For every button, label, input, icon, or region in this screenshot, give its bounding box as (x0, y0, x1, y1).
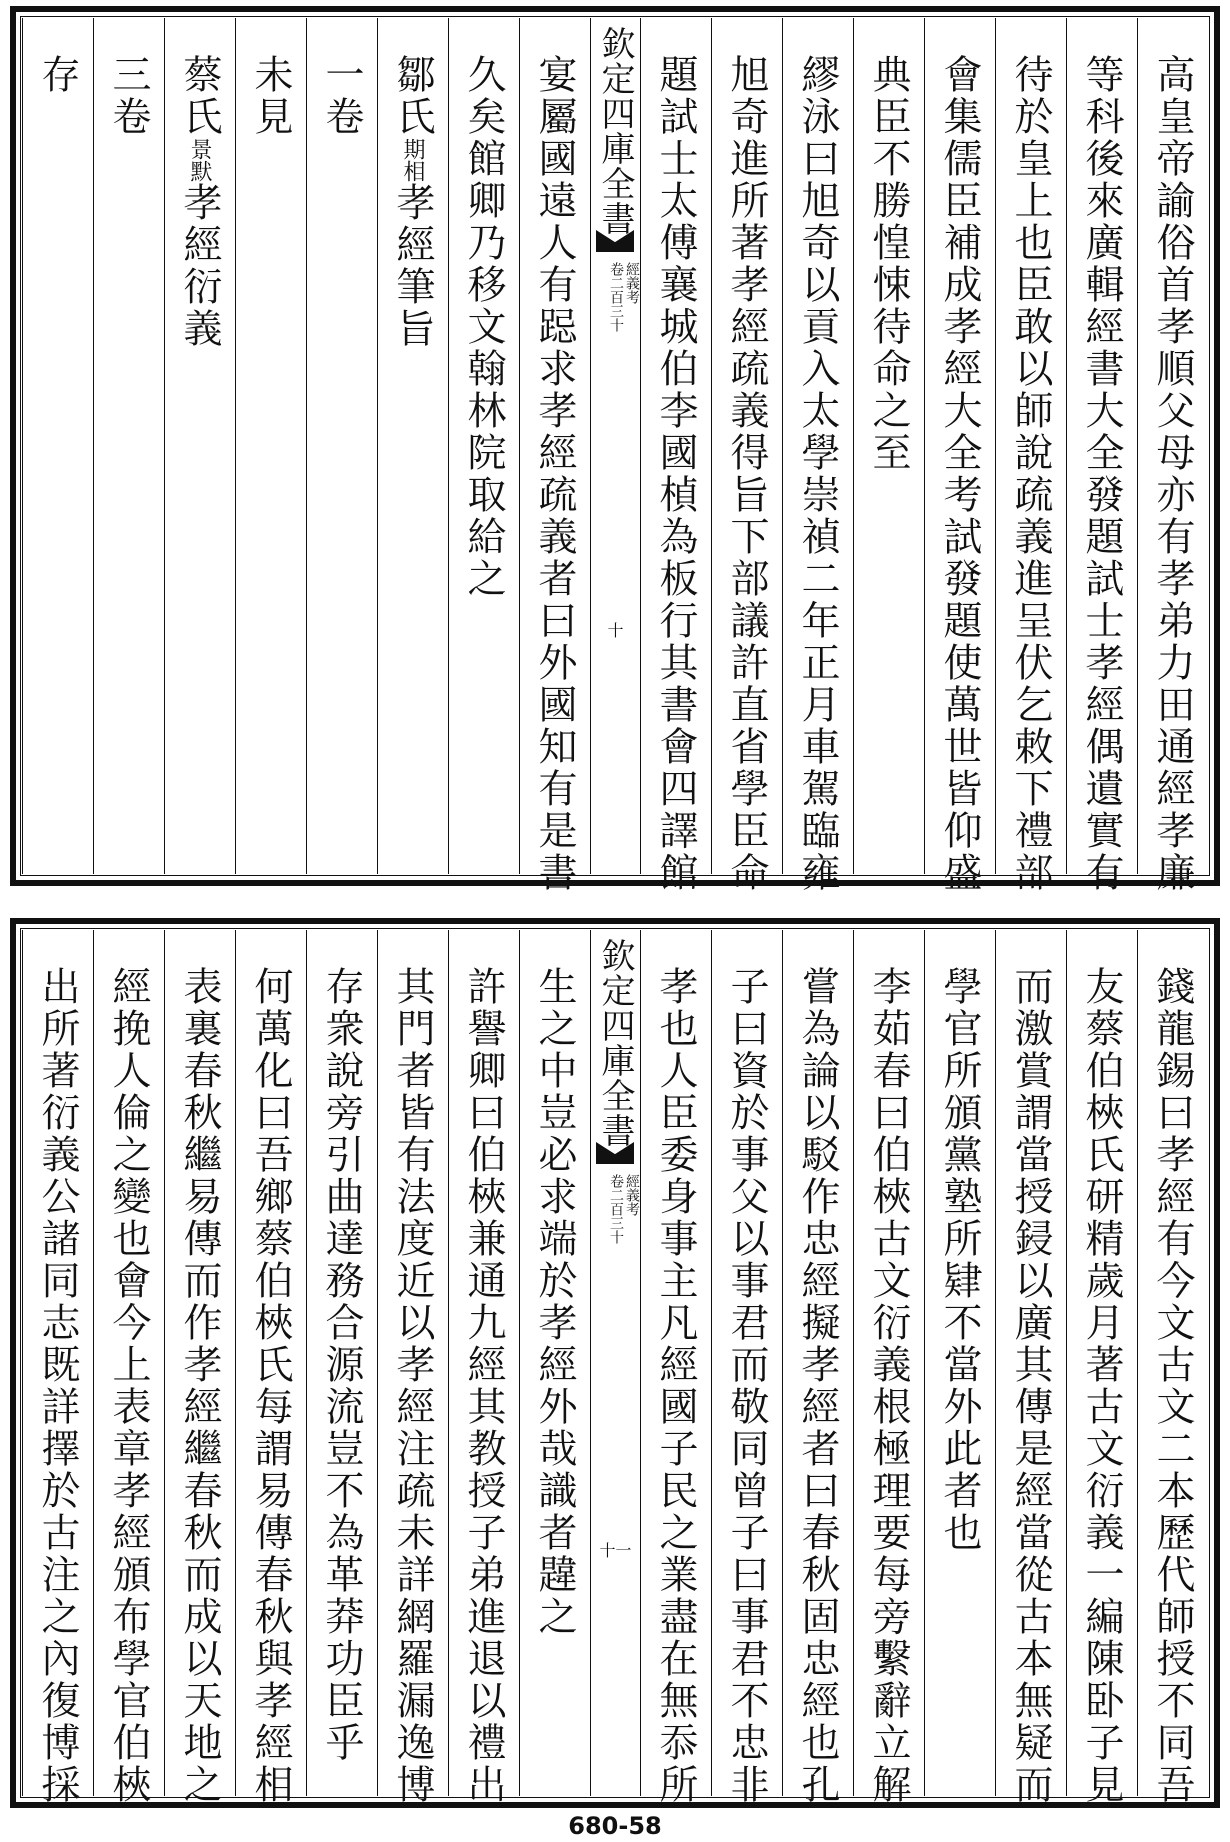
column-text: 久矣館卿乃移文翰林院取給之 (461, 54, 506, 600)
volume-info: 經義考 卷二百三十 (608, 1174, 640, 1244)
book-title: 欽定四庫全書 (595, 938, 635, 1148)
text-column (1066, 930, 1137, 1806)
text-columns-upper (22, 18, 1208, 894)
text-column (995, 930, 1066, 1806)
page-number-footer: 680-58 (568, 1812, 662, 1840)
column-text: 表裏春秋繼易傳而作孝經繼春秋而成以天地之 (177, 966, 222, 1806)
column-text: 李茹春曰伯梜古文衍義根極理要每旁繫辭立解 (866, 966, 911, 1806)
folio-number: 十 (607, 621, 624, 640)
column-text: 題試士太傅襄城伯李國楨為板行其書會四譯館 (653, 54, 698, 894)
text-column (782, 18, 853, 894)
text-column (711, 18, 782, 894)
page-upper (10, 6, 1220, 894)
column-text: 許譽卿曰伯梜兼通九經其教授子弟進退以禮出 (461, 966, 506, 1806)
small-annotation: 景默 (187, 138, 212, 182)
column-text: 待於皇上也臣敢以師說疏義進呈伏乞敕下禮部 (1008, 54, 1053, 894)
text-column (1066, 18, 1137, 894)
text-column (640, 930, 711, 1806)
text-column (924, 930, 995, 1796)
column-text: 蔡氏景默孝經衍義 (177, 54, 222, 350)
text-column (164, 18, 235, 874)
column-text: 高皇帝諭俗首孝順父母亦有孝弟力田通經孝廉 (1150, 54, 1195, 894)
column-text: 會集儒臣補成孝經大全考試發題使萬世皆仰盛 (937, 54, 982, 894)
text-column (306, 930, 377, 1796)
column-text: 旭奇進所著孝經疏義得旨下部議許直省學臣命 (724, 54, 769, 894)
center-gutter (590, 18, 640, 874)
book-title: 欽定四庫全書 (595, 26, 635, 236)
column-text: 子曰資於事父以事君而敬同曾子曰事君不忠非 (724, 966, 769, 1806)
page-lower (10, 918, 1220, 1808)
column-text: 出所著衍義公諸同志既詳擇於古注之內復博採 (35, 966, 80, 1806)
column-text: 學官所頒黨塾所肄不當外此者也 (937, 966, 982, 1554)
column-text: 存 (35, 54, 80, 96)
column-text: 宴屬國遠人有跽求孝經疏義者曰外國知有是書 (532, 54, 577, 894)
text-column (93, 18, 164, 874)
text-column (306, 18, 377, 874)
text-column (377, 930, 448, 1806)
column-text: 典臣不勝惶悚待命之至 (866, 54, 911, 474)
text-column (782, 930, 853, 1806)
text-column (1137, 930, 1208, 1806)
column-text: 錢龍錫曰孝經有今文古文二本歷代師授不同吾 (1150, 966, 1195, 1806)
column-text: 何萬化曰吾鄉蔡伯梜氏每謂易傳春秋與孝經相 (248, 966, 293, 1806)
text-column (995, 18, 1066, 894)
folio-number: 十一 (599, 1541, 632, 1560)
text-column (93, 930, 164, 1806)
column-text: 生之中豈必求端於孝經外哉識者韙之 (532, 966, 577, 1638)
column-text: 存衆說旁引曲達務合源流豈不為革莽功臣乎 (319, 966, 364, 1764)
column-text: 而激賞謂當授鋟以廣其傳是經當從古本無疑而 (1008, 966, 1053, 1806)
column-text: 三卷 (106, 54, 151, 138)
small-annotation: 期相 (400, 138, 425, 182)
volume-info: 經義考 卷二百三十 (608, 262, 640, 332)
text-columns-lower (22, 930, 1208, 1806)
text-column (235, 18, 306, 874)
text-column (235, 930, 306, 1806)
text-column (448, 930, 519, 1806)
column-text: 繆泳曰旭奇以貢入太學崇禎二年正月車駕臨雍 (795, 54, 840, 894)
text-column (22, 18, 93, 874)
text-column (711, 930, 782, 1806)
text-column (640, 18, 711, 894)
text-column (924, 18, 995, 894)
column-text: 一卷 (319, 54, 364, 138)
text-column (377, 18, 448, 874)
text-column (1137, 18, 1208, 894)
text-column (164, 930, 235, 1806)
column-text: 其門者皆有法度近以孝經注疏未詳網羅漏逸博 (390, 966, 435, 1806)
text-column (519, 930, 590, 1796)
text-column (519, 18, 590, 894)
column-text: 鄒氏期相孝經筆旨 (390, 54, 435, 350)
column-text: 等科後來廣輯經書大全發題試士孝經偶遺實有 (1079, 54, 1124, 894)
text-column (853, 930, 924, 1806)
column-text: 經挽人倫之變也會今上表章孝經頒布學官伯梜 (106, 966, 151, 1806)
text-column (853, 18, 924, 874)
text-column (22, 930, 93, 1806)
column-text: 友蔡伯梜氏研精歲月著古文衍義一編陳卧子見 (1079, 966, 1124, 1806)
center-gutter (590, 930, 640, 1796)
column-text: 嘗為論以駁作忠經擬孝經者曰春秋固忠經也孔 (795, 966, 840, 1806)
text-column (448, 18, 519, 874)
column-text: 未見 (248, 54, 293, 138)
column-text: 孝也人臣委身事主凡經國子民之業盡在無忝所 (653, 966, 698, 1806)
